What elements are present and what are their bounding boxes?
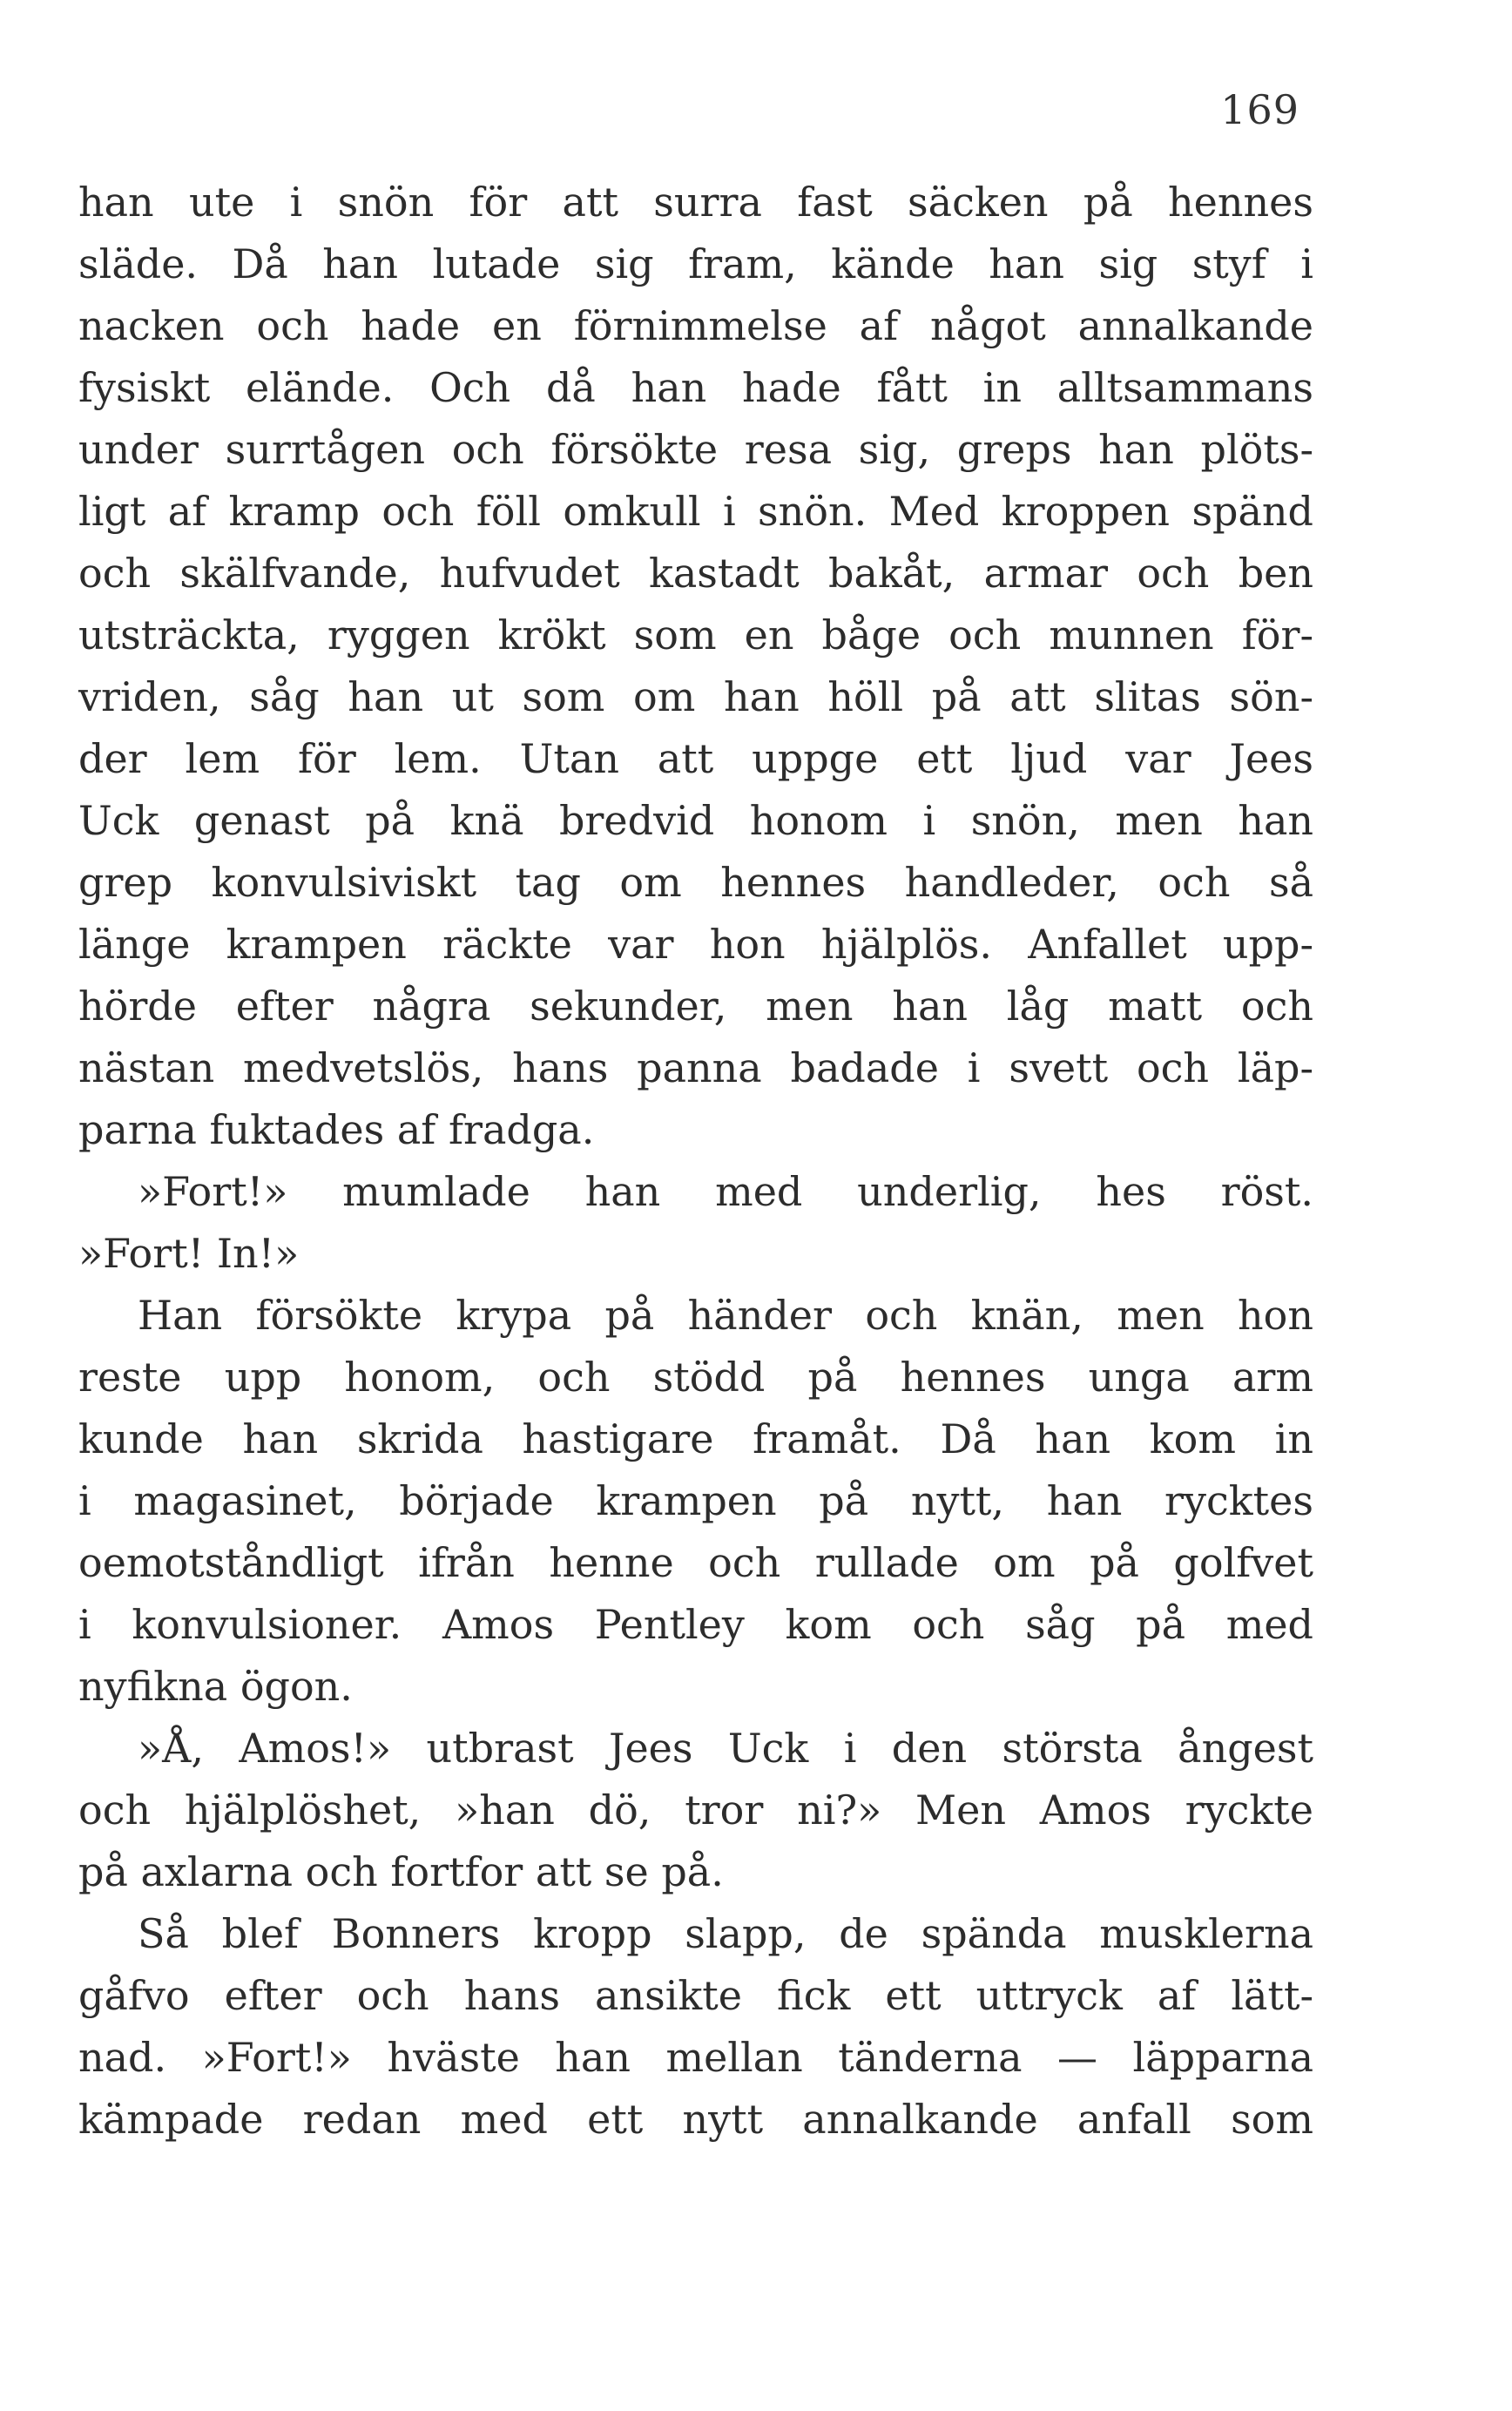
text-line: länge krampen räckte var hon hjälplös. Anfallet upp- bbox=[78, 921, 1313, 968]
text-line: »Fort!» mumlade han med underlig, hes röst. bbox=[138, 1168, 1313, 1215]
text-line: grep konvulsiviskt tag om hennes handleder, och så bbox=[78, 859, 1313, 906]
text-line: i magasinet, började krampen på nytt, han rycktes bbox=[78, 1477, 1313, 1524]
text-line: vriden, såg han ut som om han höll på att slitas sön- bbox=[78, 673, 1313, 720]
text-line: och skälfvande, hufvudet kastadt bakåt, armar och ben bbox=[78, 550, 1313, 597]
text-line: nästan medvetslös, hans panna badade i svett och läp- bbox=[78, 1044, 1313, 1091]
text-line: nacken och hade en förnimmelse af något annalkande bbox=[78, 302, 1313, 349]
body-text bbox=[78, 172, 1313, 2151]
text-line: parna fuktades af fradga. bbox=[78, 1106, 595, 1153]
text-line: ligt af kramp och föll omkull i snön. Med kroppen spänd bbox=[78, 488, 1313, 535]
text-line: nad. »Fort!» hväste han mellan tänderna — läpparna bbox=[78, 2034, 1313, 2081]
text-line: fysiskt elände. Och då han hade fått in alltsammans bbox=[78, 364, 1313, 411]
text-line: »Å, Amos!» utbrast Jees Uck i den största ångest bbox=[138, 1725, 1313, 1772]
text-line: Han försökte krypa på händer och knän, men hon bbox=[138, 1292, 1313, 1339]
text-line: utsträckta, ryggen krökt som en båge och munnen för- bbox=[78, 611, 1313, 658]
text-line: Uck genast på knä bredvid honom i snön, men han bbox=[78, 797, 1313, 844]
text-line: och hjälplöshet, »han dö, tror ni?» Men Amos ryckte bbox=[78, 1786, 1313, 1834]
text-line: han ute i snön för att surra fast säcken på hennes bbox=[78, 179, 1313, 226]
page-number: 169 bbox=[1220, 86, 1299, 133]
text-line: reste upp honom, och stödd på hennes unga arm bbox=[78, 1354, 1313, 1401]
text-line: hörde efter några sekunder, men han låg matt och bbox=[78, 983, 1313, 1030]
text-line: »Fort! In!» bbox=[78, 1230, 300, 1277]
text-line: släde. Då han lutade sig fram, kände han sig styf i bbox=[78, 240, 1313, 287]
text-line: under surrtågen och försökte resa sig, greps han plöts- bbox=[78, 426, 1313, 473]
text-line: der lem för lem. Utan att uppge ett ljud var Jees bbox=[78, 735, 1313, 782]
text-line: i konvulsioner. Amos Pentley kom och såg på med bbox=[78, 1601, 1313, 1648]
text-line: gåfvo efter och hans ansikte fick ett uttryck af lätt- bbox=[78, 1972, 1313, 2019]
text-line: på axlarna och fortfor att se på. bbox=[78, 1848, 724, 1895]
text-line: oemotståndligt ifrån henne och rullade om på golfvet bbox=[78, 1539, 1313, 1586]
text-line: kämpade redan med ett nytt annalkande anfall som bbox=[78, 2096, 1313, 2143]
text-line: kunde han skrida hastigare framåt. Då han kom in bbox=[78, 1415, 1313, 1462]
text-line: Så blef Bonners kropp slapp, de spända musklerna bbox=[138, 1910, 1313, 1957]
text-line: nyfikna ögon. bbox=[78, 1663, 353, 1710]
